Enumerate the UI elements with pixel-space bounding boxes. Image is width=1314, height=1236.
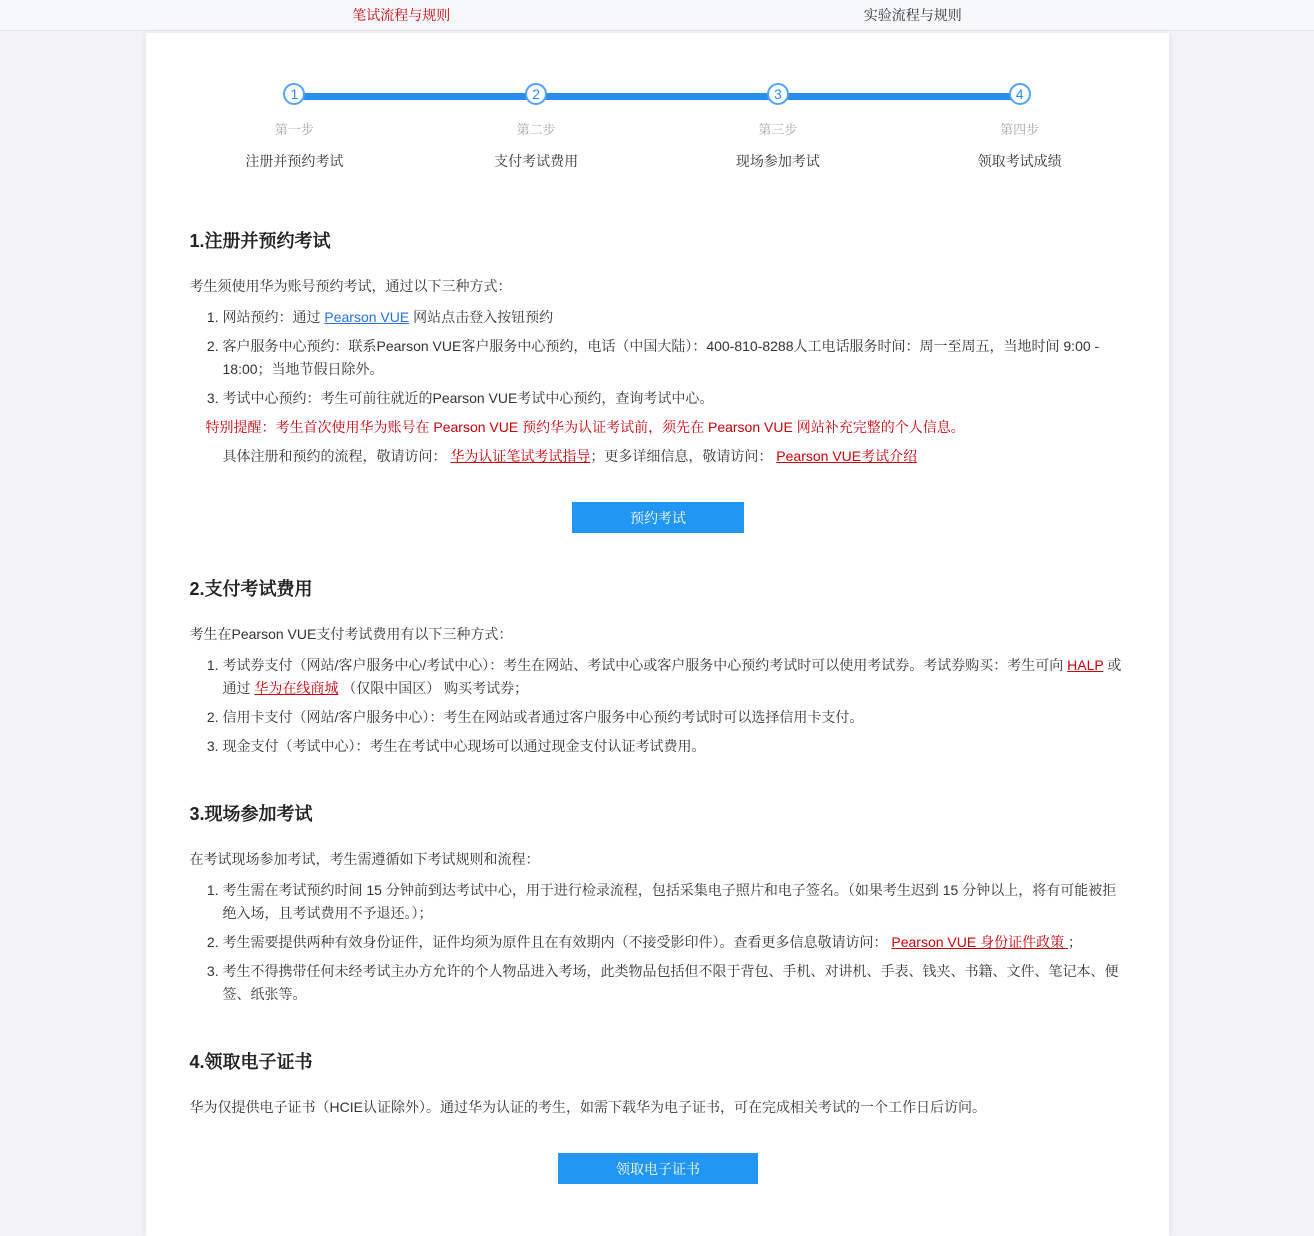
text-segment: 考生不得携带任何未经考试主办方允许的个人物品进入考场，此类物品包括但不限于背包、手机、对讲机、手表、钱夹、书籍、文件、笔记本、便签、纸张等。 (222, 963, 1119, 1002)
section-register-and-book (190, 227, 1127, 533)
step-name-label: 领取考试成绩 (977, 153, 1062, 169)
text-segment: 或通过 (222, 657, 1122, 696)
tab-written-exam-rules[interactable]: 笔试流程与规则 (352, 7, 451, 23)
step-circle-1: 1 (283, 83, 305, 105)
stepper-step-1 (174, 83, 416, 171)
button-row (190, 1153, 1127, 1184)
tab-bar (0, 0, 1314, 31)
page-content (146, 227, 1169, 1184)
get-certificate-button[interactable]: 领取电子证书 (558, 1153, 758, 1184)
content-card (146, 33, 1169, 1236)
step-circle-3: 3 (767, 83, 789, 105)
text-segment: 客户服务中心预约：联系Pearson VUE客户服务中心预约，电话（中国大陆）：400-810-8288人工电话服务时间：周一至周五，当地时间 9:00 - 18:00；当地节假日除外。 (222, 338, 1100, 377)
section-intro: 在考试现场参加考试，考生需遵循如下考试规则和流程： (189, 851, 540, 867)
text-segment: （仅限中国区） 购买考试券； (338, 680, 529, 696)
section-heading: 3.现场参加考试 (189, 804, 313, 824)
list-item (223, 706, 1127, 729)
list-item (223, 735, 1127, 758)
stepper-step-4 (899, 83, 1141, 171)
written-exam-guide-link[interactable]: 华为认证笔试考试指导 (450, 448, 591, 464)
stepper-step-3 (657, 83, 899, 171)
list-item (223, 306, 1127, 329)
step-name-label: 注册并预约考试 (245, 153, 344, 169)
section-intro: 考生须使用华为账号预约考试，通过以下三种方式： (189, 278, 512, 294)
pearson-vue-intro-link[interactable]: Pearson VUE考试介绍 (776, 448, 918, 464)
list-item (223, 931, 1127, 954)
section-pay-exam-fee (190, 575, 1127, 758)
step-name-label: 支付考试费用 (494, 153, 579, 169)
list-item (223, 654, 1127, 700)
list-item (223, 960, 1127, 1006)
stepper-step-2 (415, 83, 657, 171)
text-segment: 现金支付（考试中心）：考生在考试中心现场可以通过现金支付认证考试费用。 (222, 738, 706, 754)
booking-methods-list (190, 306, 1127, 410)
section-intro: 华为仅提供电子证书（HCIE认证除外）。通过华为认证的考生，如需下载华为电子证书，可在完成相关考试的一个工作日后访问。 (189, 1099, 986, 1115)
huawei-online-store-link[interactable]: 华为在线商城 (254, 680, 339, 696)
step-name-label: 现场参加考试 (735, 153, 820, 169)
list-item (223, 387, 1127, 410)
button-row (190, 502, 1127, 533)
tab-bar-inner (146, 0, 1169, 30)
section-attend-exam-onsite (190, 800, 1127, 1006)
section-get-e-certificate (190, 1048, 1127, 1184)
text-segment: 网站预约：通过 (222, 309, 325, 325)
text-segment: ；更多详细信息，敬请访问： (590, 448, 777, 464)
section-heading: 2.支付考试费用 (189, 579, 313, 599)
list-item (223, 335, 1127, 381)
section-heading: 1.注册并预约考试 (189, 231, 331, 251)
special-reminder-note (206, 416, 1127, 439)
halp-link[interactable]: HALP (1067, 657, 1104, 673)
text-segment: 特别提醒：考生首次使用华为账号在 Pearson VUE 预约华为认证考试前，须先在 Pearson VUE 网站补充完整的个人信息。 (205, 419, 965, 435)
text-segment: 具体注册和预约的流程，敬请访问： (222, 448, 451, 464)
text-segment: 考试券支付（网站/客户服务中心/考试中心）：考生在网站、考试中心或客户服务中心预约考试时可以使用考试券。考试券购买：考生可向 (222, 657, 1068, 673)
step-sub-label: 第一步 (274, 122, 314, 137)
section-intro: 考生在Pearson VUE支付考试费用有以下三种方式： (189, 626, 513, 642)
progress-stepper (146, 33, 1169, 171)
book-exam-button[interactable]: 预约考试 (572, 502, 744, 533)
payment-methods-list (190, 654, 1127, 758)
step-circle-4: 4 (1009, 83, 1031, 105)
text-segment: ； (1068, 934, 1082, 950)
text-segment: 网站点击登入按钮预约 (409, 309, 554, 325)
tab-lab-exam-rules[interactable]: 实验流程与规则 (863, 7, 962, 23)
step-sub-label: 第四步 (1000, 122, 1040, 137)
text-segment: 信用卡支付（网站/客户服务中心）：考生在网站或者通过客户服务中心预约考试时可以选择信用卡支付。 (222, 709, 864, 725)
step-sub-label: 第二步 (516, 122, 556, 137)
id-policy-link[interactable]: Pearson VUE 身份证件政策 (891, 934, 1068, 950)
text-segment: 考试中心预约：考生可前往就近的Pearson VUE考试中心预约，查询考试中心。 (222, 390, 714, 406)
exam-rules-list (190, 879, 1127, 1006)
step-circle-2: 2 (525, 83, 547, 105)
section-heading: 4.领取电子证书 (189, 1052, 313, 1072)
step-sub-label: 第三步 (758, 122, 798, 137)
pearson-vue-link[interactable]: Pearson VUE (324, 309, 410, 325)
text-segment: 考生需要提供两种有效身份证件，证件均须为原件且在有效期内（不接受影印件）。查看更多信息敬请访问： (222, 934, 892, 950)
guide-links-note (223, 445, 1127, 468)
text-segment: 考生需在考试预约时间 15 分钟前到达考试中心，用于进行检录流程，包括采集电子照片和电子签名。（如果考生迟到 15 分钟以上，将有可能被拒绝入场，且考试费用不予退还。）； (222, 882, 1117, 921)
list-item (223, 879, 1127, 925)
